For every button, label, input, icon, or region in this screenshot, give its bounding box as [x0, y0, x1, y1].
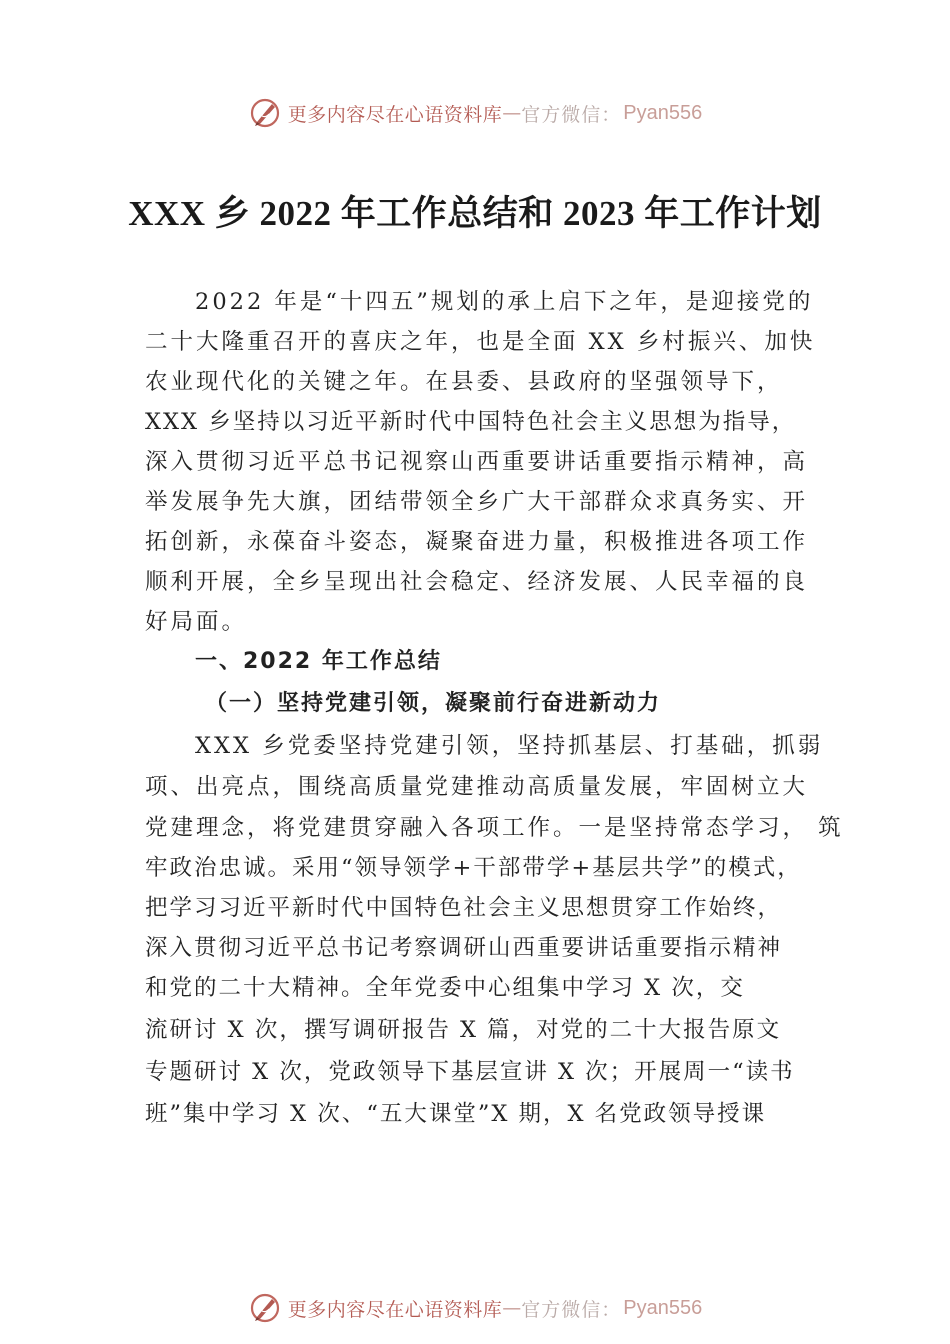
- pen-logo-icon: [248, 96, 282, 130]
- promo-text: 更多内容尽在心语资料库: [287, 103, 503, 126]
- banner-dash: —: [502, 102, 522, 124]
- text-line: 班”集中学习 X 次、“五大课堂”X 期，X 名党政领导授课: [145, 1101, 767, 1127]
- subsection-heading: （一）坚持党建引领，凝聚前行奋进新动力: [205, 690, 662, 716]
- promo-text: 更多内容尽在心语资料库: [287, 1298, 503, 1321]
- text-line: XXX 乡坚持以习近平新时代中国特色社会主义思想为指导，: [145, 409, 797, 435]
- text-line: 和党的二十大精神。全年党委中心组集中学习 X 次，交: [145, 975, 745, 1001]
- text-line: XXX 乡党委坚持党建引领，坚持抓基层、打基础，抓弱: [195, 733, 824, 759]
- wechat-label: 官方微信：: [521, 1298, 622, 1321]
- text-line: 流研讨 X 次，撰写调研报告 X 篇，对党的二十大报告原文: [145, 1017, 782, 1043]
- page-title: XXX 乡 2022 年工作总结和 2023 年工作计划: [128, 194, 822, 233]
- text-line: 专题研讨 X 次，党政领导下基层宣讲 X 次；开展周一“读书: [145, 1059, 795, 1085]
- text-line: 二十大隆重召开的喜庆之年，也是全面 XX 乡村振兴、加快: [145, 329, 816, 355]
- text-line: 2022 年是“十四五”规划的承上启下之年，是迎接党的: [195, 289, 814, 315]
- text-line: 党建理念，将党建贯穿融入各项工作。一是坚持常态学习， 筑: [145, 815, 844, 841]
- wechat-id: Pyan556: [623, 1296, 703, 1319]
- text-line: 深入贯彻习近平总书记视察山西重要讲话重要指示精神，高: [145, 449, 809, 475]
- banner-dash: —: [502, 1297, 522, 1319]
- text-line: 农业现代化的关键之年。在县委、县政府的坚强领导下，: [145, 369, 783, 395]
- text-line: 把学习习近平新时代中国特色社会主义思想贯穿工作始终，: [145, 895, 783, 921]
- text-line: 项、出亮点，围绕高质量党建推动高质量发展，牢固树立大: [145, 774, 809, 800]
- section-heading: 一、2022 年工作总结: [195, 649, 442, 674]
- text-line: 好局面。: [145, 609, 248, 635]
- pen-logo-icon: [248, 1291, 282, 1325]
- top-banner: [0, 93, 950, 133]
- text-line: 举发展争先大旗，团结带领全乡广大干部群众求真务实、开: [145, 489, 809, 515]
- text-line: 拓创新，永葆奋斗姿态，凝聚奋进力量，积极推进各项工作: [145, 529, 809, 555]
- wechat-label: 官方微信：: [521, 103, 622, 126]
- text-line: 顺利开展，全乡呈现出社会稳定、经济发展、人民幸福的良: [145, 569, 809, 595]
- text-line: 牢政治忠诚。采用“领导领学+干部带学+基层共学”的模式，: [145, 855, 802, 881]
- bottom-banner: [0, 1288, 950, 1328]
- wechat-id: Pyan556: [623, 101, 703, 124]
- text-line: 深入贯彻习近平总书记考察调研山西重要讲话重要指示精神: [145, 935, 783, 961]
